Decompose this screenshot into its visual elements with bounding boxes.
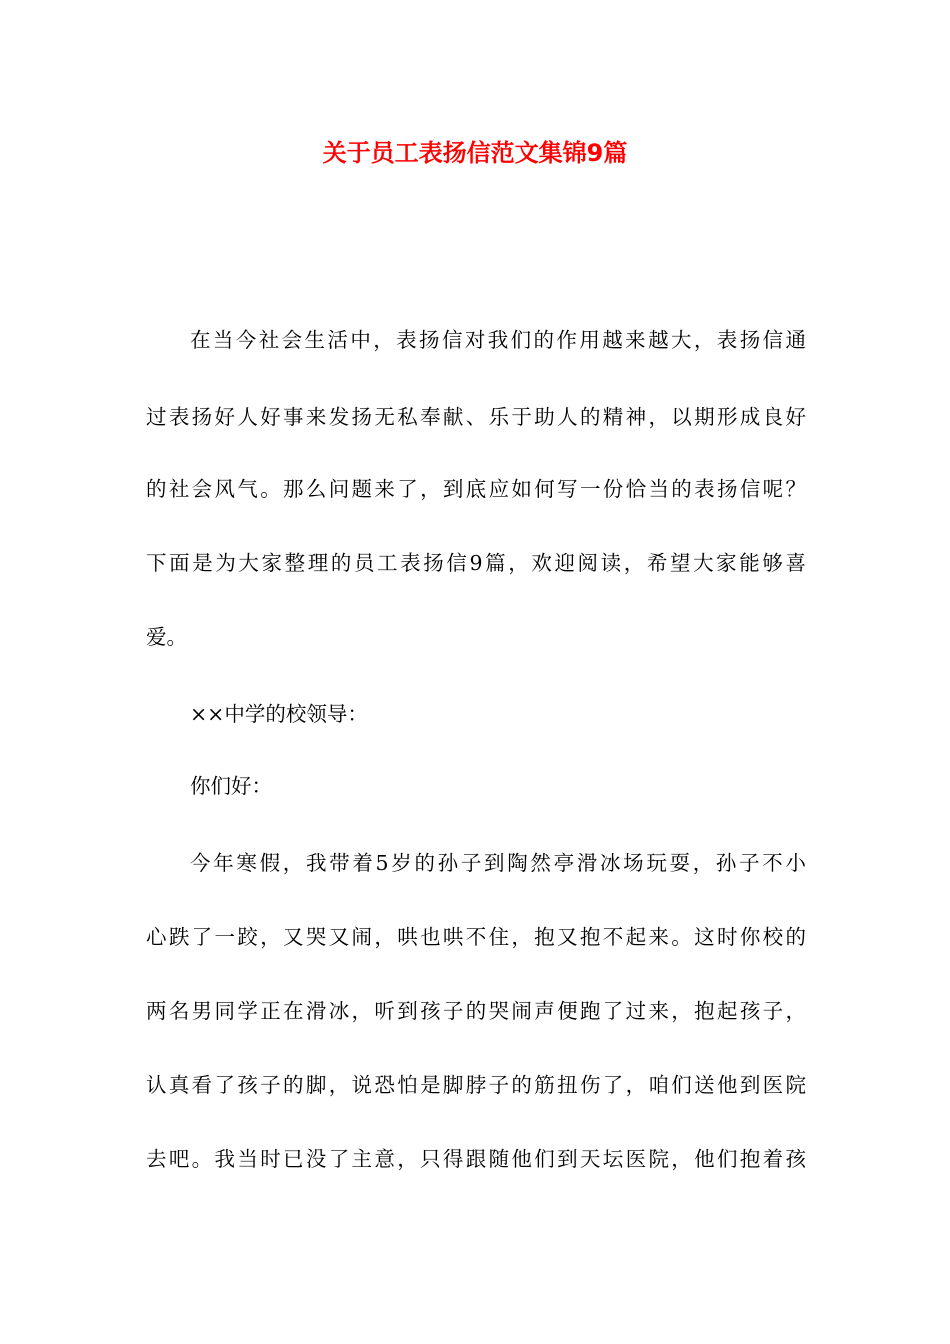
paragraph-line: 过表扬好人好事来发扬无私奉献、乐于助人的精神，以期形成良好 <box>146 405 806 429</box>
paragraph-line: 去吧。我当时已没了主意，只得跟随他们到天坛医院，他们抱着孩 <box>146 1147 806 1171</box>
paragraph-line: 两名男同学正在滑冰，听到孩子的哭闹声便跑了过来，抱起孩子， <box>146 999 806 1023</box>
greeting-line: 你们好： <box>190 774 272 798</box>
paragraph-line: 的社会风气。那么问题来了，到底应如何写一份恰当的表扬信呢？ <box>146 477 806 501</box>
document-title: 关于员工表扬信范文集锦9篇 <box>322 139 628 167</box>
paragraph-line: 爱。 <box>146 625 187 649</box>
paragraph-line: 下面是为大家整理的员工表扬信9篇，欢迎阅读，希望大家能够喜 <box>146 551 806 575</box>
paragraph-line: 心跌了一跤，又哭又闹，哄也哄不住，抱又抱不起来。这时你校的 <box>146 925 806 949</box>
paragraph-line: 认真看了孩子的脚，说恐怕是脚脖子的筋扭伤了，咱们送他到医院 <box>146 1073 806 1097</box>
paragraph-line: 今年寒假，我带着5岁的孙子到陶然亭滑冰场玩耍，孙子不小 <box>190 851 806 875</box>
paragraph-line: 在当今社会生活中，表扬信对我们的作用越来越大，表扬信通 <box>190 328 806 352</box>
salutation-line: ××中学的校领导： <box>190 702 368 726</box>
